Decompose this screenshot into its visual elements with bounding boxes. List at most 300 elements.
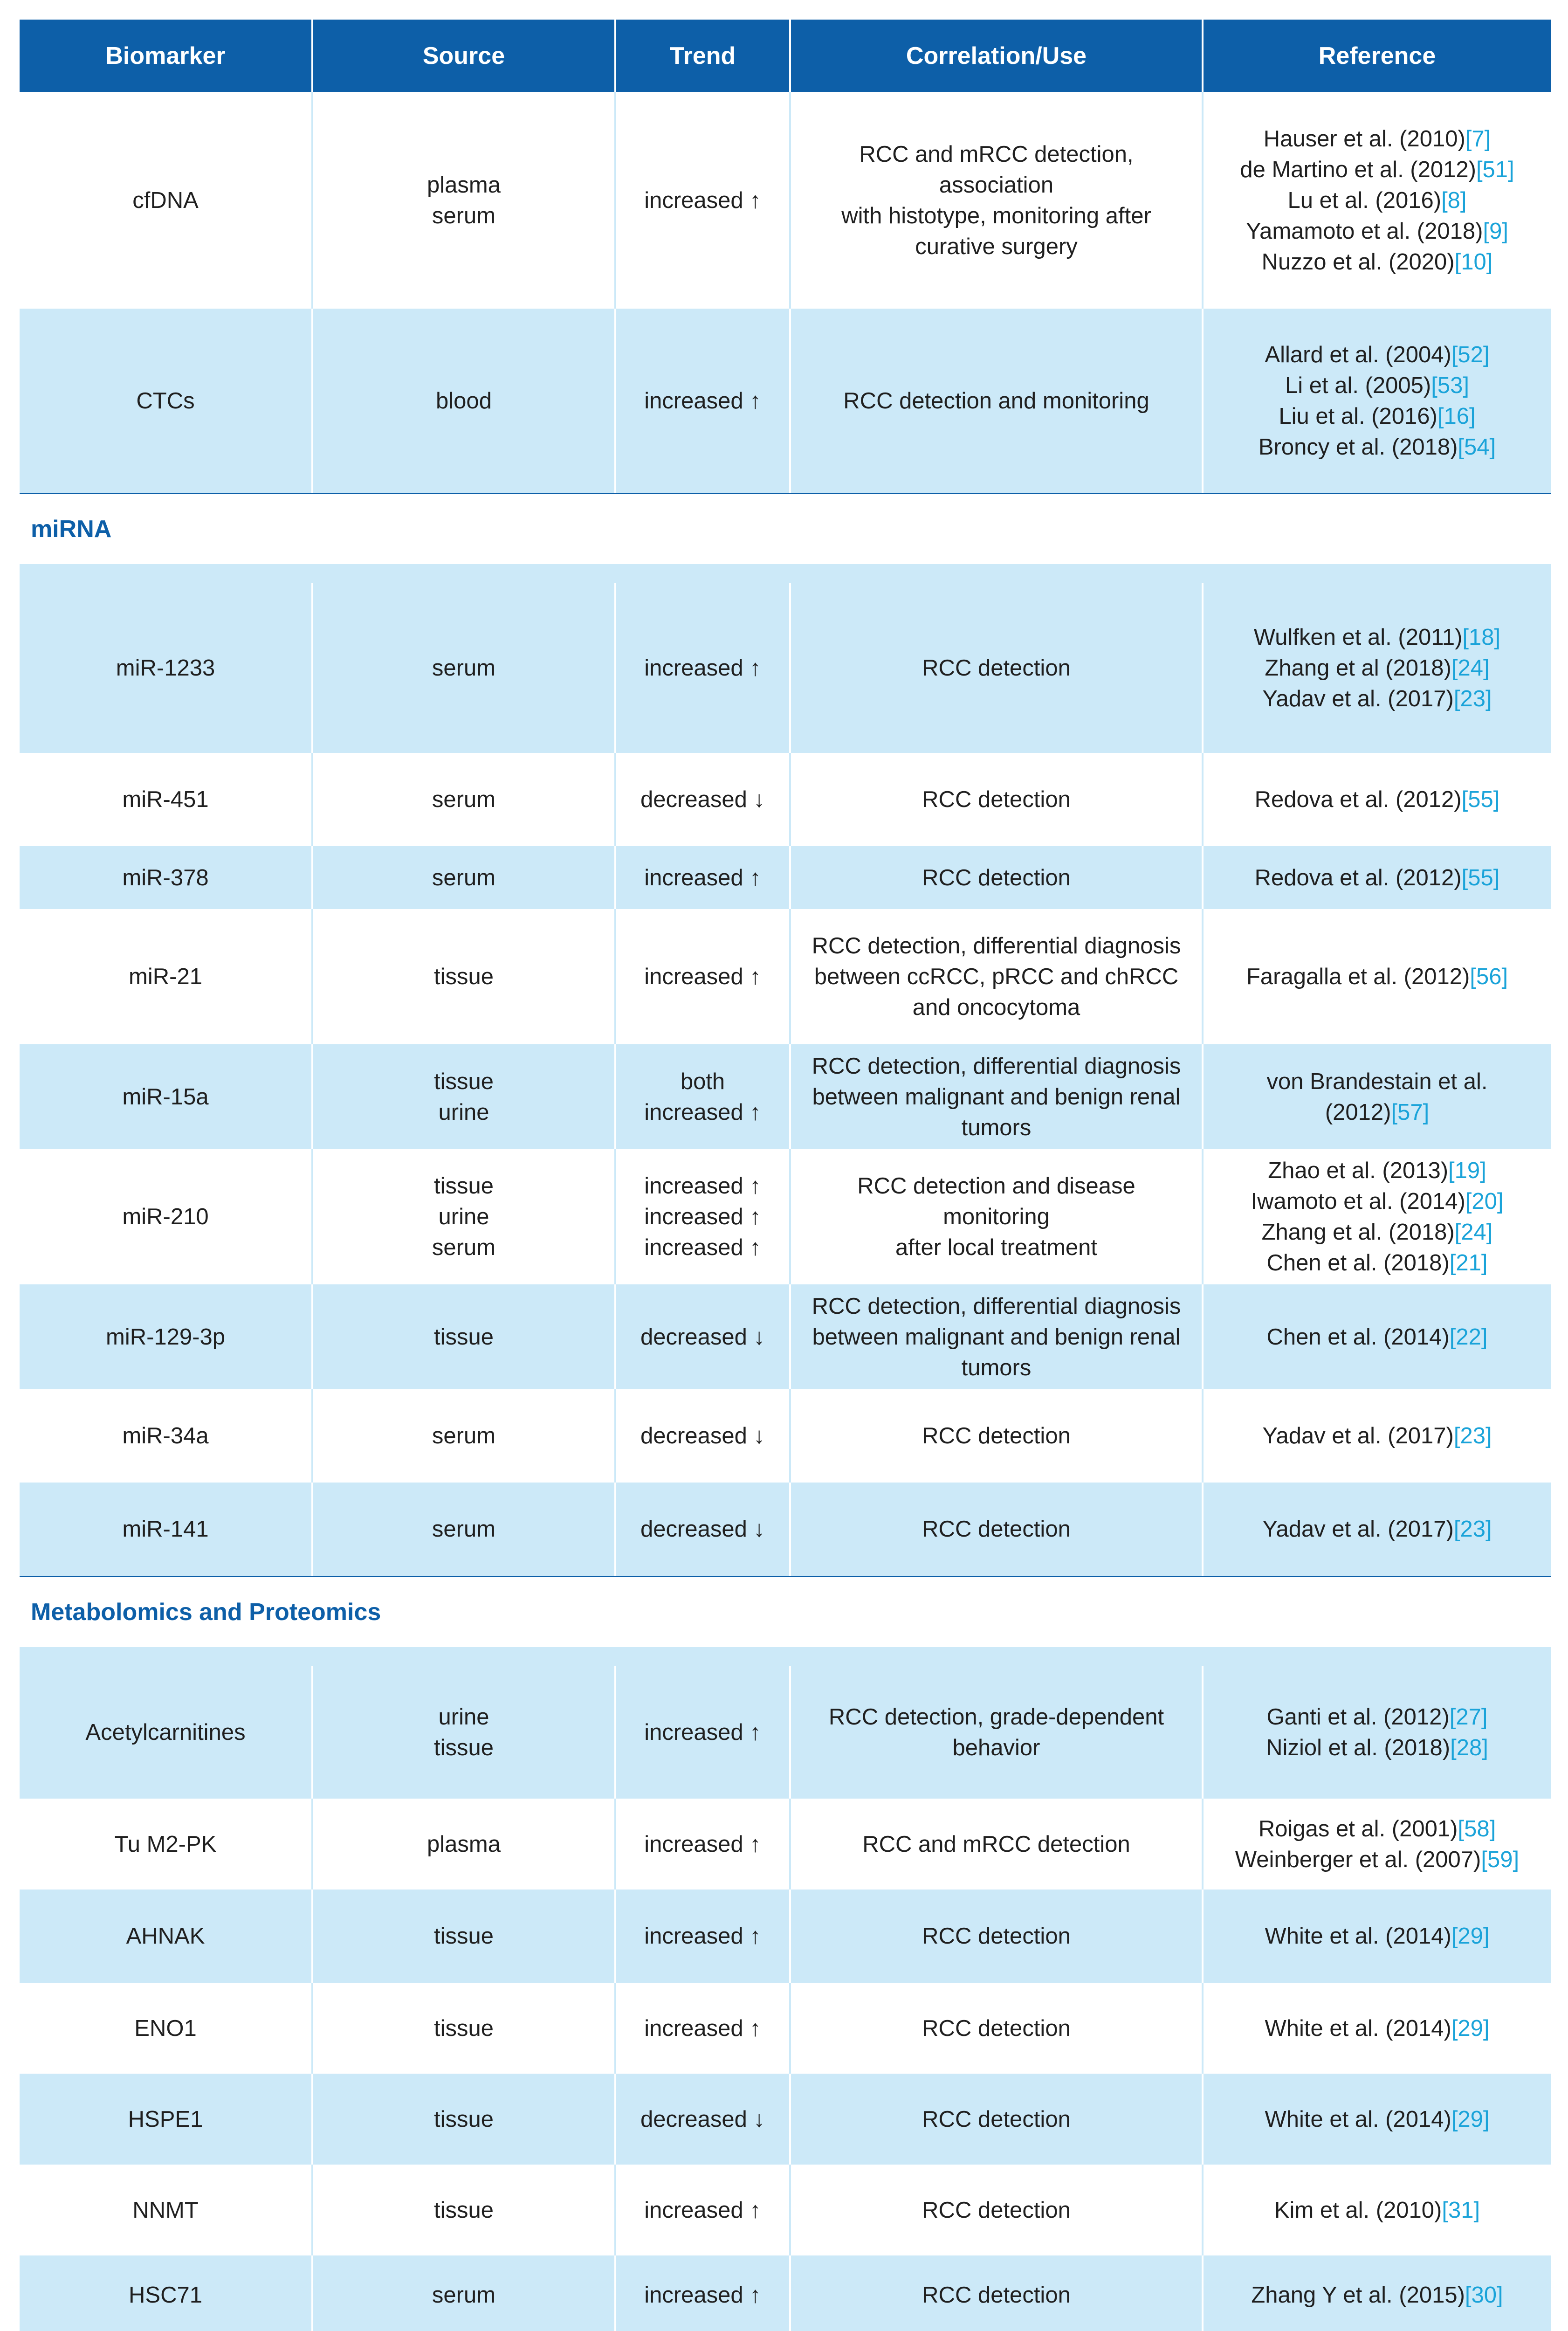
table-row (20, 2165, 1551, 2255)
trend-line: increased ↑ (644, 187, 761, 213)
trend-line: increased ↑ (644, 1099, 761, 1125)
reference-line (1264, 124, 1491, 154)
use-line: after local treatment (895, 1235, 1098, 1260)
source-line: plasma (427, 172, 501, 198)
table-row (20, 909, 1551, 1044)
table-header (20, 20, 1551, 92)
trend-line: increased ↑ (644, 1831, 761, 1857)
trend-line: both (680, 1069, 725, 1094)
table-row (20, 753, 1551, 846)
citation-link[interactable]: [29] (1451, 1924, 1490, 1949)
source-line: tissue (433, 1069, 494, 1094)
source-cell (313, 2255, 616, 2331)
biomarker-name: Acetylcarnitines (85, 1719, 246, 1745)
source-cell (313, 909, 616, 1044)
reference-line (1287, 185, 1466, 216)
citation-link[interactable]: [56] (1470, 964, 1508, 989)
reference-cell (1204, 583, 1551, 753)
trend-cell (616, 309, 791, 493)
trend-cell (616, 909, 791, 1044)
trend-line: decreased ↓ (640, 1517, 765, 1542)
reference-line (1285, 370, 1469, 401)
source-line: blood (436, 388, 492, 414)
reference-author: Weinberger et al. (2007) (1235, 1847, 1481, 1872)
citation-link[interactable]: [22] (1449, 1324, 1488, 1350)
source-line: tissue (433, 1735, 494, 1760)
table-row (20, 1983, 1551, 2074)
reference-line (1262, 1514, 1492, 1545)
reference-author: Ganti et al. (2012) (1266, 1704, 1450, 1730)
table-row (20, 583, 1551, 753)
reference-author: Lu et al. (2016) (1287, 187, 1442, 213)
biomarker-name: ENO1 (134, 2015, 197, 2041)
group-metabolomics (20, 1647, 1551, 2331)
reference-line (1279, 401, 1475, 432)
biomarker-name: miR-15a (122, 1084, 209, 1110)
reference-cell (1204, 1284, 1551, 1389)
header-reference: Reference (1318, 42, 1436, 69)
trend-cell (616, 1149, 791, 1284)
reference-author: Broncy et al. (2018) (1258, 434, 1458, 460)
biomarker-name: miR-1233 (116, 655, 215, 681)
reference-line (1274, 2195, 1480, 2226)
reference-line (1262, 683, 1492, 714)
trend-line: increased ↑ (644, 2197, 761, 2223)
reference-cell (1204, 753, 1551, 846)
reference-cell (1204, 1483, 1551, 1576)
table-row (20, 92, 1551, 309)
trend-line: decreased ↓ (640, 787, 765, 812)
citation-link[interactable]: [54] (1458, 434, 1496, 460)
reference-author: White et al. (2014) (1265, 2015, 1451, 2041)
table-row (20, 1149, 1551, 1284)
reference-cell (1204, 309, 1551, 493)
trend-line: increased ↑ (644, 2283, 761, 2308)
biomarker-name: NNMT (132, 2197, 199, 2223)
biomarker-cell (20, 1284, 313, 1389)
use-cell (791, 846, 1204, 909)
trend-cell (616, 2255, 791, 2331)
reference-author: Zhang et al. (2018) (1261, 1220, 1455, 1245)
use-line: between malignant and benign renal (812, 1084, 1181, 1110)
citation-link[interactable]: [58] (1458, 1816, 1496, 1841)
trend-line: increased ↑ (644, 2015, 761, 2041)
use-line: behavior (952, 1735, 1040, 1760)
reference-cell (1204, 2165, 1551, 2255)
biomarker-name: HSC71 (129, 2283, 202, 2308)
reference-author: Chen et al. (2018) (1266, 1250, 1450, 1276)
citation-link[interactable]: [55] (1461, 787, 1500, 812)
source-cell (313, 1983, 616, 2074)
reference-author: Redova et al. (2012) (1254, 865, 1462, 890)
reference-line (1267, 1322, 1488, 1352)
table-row (20, 1666, 1551, 1799)
biomarker-cell (20, 1483, 313, 1576)
trend-cell (616, 1890, 791, 1983)
biomarker-name: Tu M2-PK (114, 1831, 217, 1857)
reference-author: de Martino et al. (2012) (1240, 157, 1476, 182)
source-cell (313, 1483, 616, 1576)
source-line: tissue (433, 2106, 494, 2132)
source-line: tissue (433, 1324, 494, 1350)
biomarker-cell (20, 583, 313, 753)
trend-line: increased ↑ (644, 1235, 761, 1260)
biomarker-cell (20, 846, 313, 909)
use-cell (791, 1389, 1204, 1483)
use-line: RCC detection (922, 2106, 1071, 2132)
citation-link[interactable]: [55] (1461, 865, 1500, 890)
reference-cell (1204, 846, 1551, 909)
reference-cell (1204, 2074, 1551, 2165)
source-line: urine (438, 1704, 489, 1730)
source-line: tissue (433, 2015, 494, 2041)
biomarker-cell (20, 1149, 313, 1284)
reference-author: Yadav et al. (2017) (1262, 686, 1454, 711)
trend-cell (616, 1044, 791, 1149)
use-cell (791, 92, 1204, 309)
trend-cell (616, 1483, 791, 1576)
use-line: between ccRCC, pRCC and chRCC (814, 964, 1179, 989)
citation-link[interactable]: [53] (1431, 372, 1469, 398)
citation-link[interactable]: [18] (1462, 624, 1501, 650)
reference-line (1255, 862, 1500, 893)
reference-author: Liu et al. (2016) (1279, 403, 1437, 429)
reference-author: Yadav et al. (2017) (1262, 1423, 1454, 1448)
biomarker-cell (20, 1890, 313, 1983)
use-line: RCC and mRCC detection, association (859, 141, 1134, 198)
citation-link[interactable]: [24] (1454, 1220, 1493, 1245)
source-cell (313, 1149, 616, 1284)
use-line: and oncocytoma (912, 995, 1080, 1020)
header-correlation-use: Correlation/Use (791, 20, 1204, 92)
trend-line: decreased ↓ (640, 2106, 765, 2132)
source-line: serum (432, 787, 496, 812)
trend-line: increased ↑ (644, 964, 761, 989)
reference-line (1259, 432, 1496, 462)
use-cell (791, 1149, 1204, 1284)
trend-cell (616, 2165, 791, 2255)
citation-link[interactable]: [8] (1441, 187, 1467, 213)
reference-line (1267, 1248, 1488, 1278)
use-line: between malignant and benign renal (812, 1324, 1181, 1350)
biomarker-cell (20, 1389, 313, 1483)
reference-cell (1204, 1149, 1551, 1284)
use-cell (791, 909, 1204, 1044)
use-line: RCC detection (922, 655, 1071, 681)
source-line: tissue (433, 1173, 494, 1199)
biomarker-cell (20, 2165, 313, 2255)
citation-link[interactable]: [59] (1481, 1847, 1520, 1872)
use-cell (791, 1483, 1204, 1576)
reference-author: Nuzzo et al. (2020) (1261, 249, 1455, 275)
citation-link[interactable]: [7] (1465, 126, 1491, 152)
source-line: plasma (427, 1831, 501, 1857)
reference-author: Zhang et al (2018) (1265, 655, 1451, 681)
use-cell (791, 753, 1204, 846)
citation-link[interactable]: [29] (1451, 2015, 1490, 2041)
use-line: RCC detection, grade-dependent (828, 1704, 1164, 1730)
biomarker-cell (20, 753, 313, 846)
reference-line (1265, 2104, 1489, 2135)
trend-line: increased ↑ (644, 1204, 761, 1229)
biomarker-cell (20, 909, 313, 1044)
citation-link[interactable]: [52] (1451, 342, 1490, 367)
citation-link[interactable]: [20] (1465, 1189, 1504, 1214)
citation-link[interactable]: [51] (1476, 157, 1514, 182)
reference-author: Wulfken et al. (2011) (1253, 624, 1463, 650)
citation-link[interactable]: [28] (1450, 1735, 1488, 1760)
reference-line (1259, 1814, 1496, 1844)
biomarker-name: miR-378 (122, 865, 209, 890)
use-cell (791, 1983, 1204, 2074)
use-cell (791, 2074, 1204, 2165)
source-cell (313, 583, 616, 753)
trend-cell (616, 753, 791, 846)
reference-line (1265, 653, 1489, 683)
biomarker-cell (20, 2074, 313, 2165)
source-line: serum (432, 203, 496, 228)
biomarker-name: miR-34a (122, 1423, 209, 1448)
reference-line (1262, 247, 1493, 277)
source-cell (313, 1044, 616, 1149)
table-row (20, 1284, 1551, 1389)
use-line: RCC detection (922, 2283, 1071, 2308)
citation-link[interactable]: [30] (1465, 2283, 1503, 2308)
biomarker-cell (20, 1983, 313, 2074)
reference-cell (1204, 1044, 1551, 1149)
trend-cell (616, 2074, 791, 2165)
trend-line: increased ↑ (644, 1719, 761, 1745)
use-line: RCC detection (922, 1423, 1071, 1448)
citation-link[interactable]: [16] (1437, 403, 1476, 429)
biomarker-cell (20, 309, 313, 493)
source-cell (313, 309, 616, 493)
citation-link[interactable]: [29] (1451, 2106, 1490, 2132)
source-line: serum (432, 1517, 496, 1542)
table-row (20, 1389, 1551, 1483)
trend-cell (616, 846, 791, 909)
reference-line (1262, 1421, 1492, 1451)
trend-cell (616, 1799, 791, 1890)
reference-author: Li et al. (2005) (1285, 372, 1431, 398)
reference-author: Faragalla et al. (2012) (1246, 964, 1470, 989)
group-mirna (20, 564, 1551, 1576)
reference-author: White et al. (2014) (1265, 1924, 1451, 1949)
biomarker-name: HSPE1 (128, 2106, 203, 2132)
use-line: with histotype, monitoring after (841, 203, 1151, 228)
row-spacer (20, 1647, 1551, 1666)
reference-cell (1204, 1389, 1551, 1483)
use-cell (791, 1799, 1204, 1890)
reference-line (1267, 1702, 1488, 1732)
reference-cell (1204, 909, 1551, 1044)
trend-cell (616, 1389, 791, 1483)
reference-line (1265, 1921, 1489, 1952)
use-line: RCC detection and disease monitoring (857, 1173, 1135, 1229)
use-cell (791, 1890, 1204, 1983)
reference-line (1251, 1186, 1503, 1217)
reference-line (1265, 2013, 1489, 2044)
use-line: RCC detection, differential diagnosis (812, 933, 1181, 959)
section-heading-mirna: miRNA (20, 493, 1551, 564)
trend-cell (616, 1284, 791, 1389)
reference-cell (1204, 1666, 1551, 1799)
reference-line (1325, 1097, 1429, 1128)
use-line: curative surgery (915, 234, 1078, 259)
citation-link[interactable]: [10] (1454, 249, 1493, 275)
biomarker-name: AHNAK (126, 1924, 205, 1949)
reference-author: Hauser et al. (2010) (1263, 126, 1465, 152)
biomarker-name: CTCs (136, 388, 195, 414)
reference-line (1268, 1155, 1486, 1186)
reference-author: Zhao et al. (2013) (1268, 1158, 1449, 1183)
biomarker-name: miR-129-3p (106, 1324, 225, 1350)
use-cell (791, 309, 1204, 493)
citation-link[interactable]: [57] (1391, 1099, 1430, 1125)
reference-cell (1204, 1983, 1551, 2074)
reference-line (1240, 154, 1514, 185)
use-cell (791, 1044, 1204, 1149)
use-line: RCC detection (922, 1924, 1071, 1949)
section-heading-metabolomics: Metabolomics and Proteomics (20, 1576, 1551, 1647)
trend-line: decreased ↓ (640, 1423, 765, 1448)
source-line: tissue (433, 1924, 494, 1949)
use-line: RCC detection and monitoring (843, 388, 1149, 414)
table-row (20, 2074, 1551, 2165)
reference-author: Yadav et al. (2017) (1262, 1517, 1454, 1542)
citation-link[interactable]: [23] (1453, 686, 1492, 711)
use-line: RCC detection (922, 2015, 1071, 2041)
trend-line: increased ↑ (644, 1924, 761, 1949)
use-line: tumors (961, 1355, 1032, 1380)
biomarker-cell (20, 1799, 313, 1890)
group-circulating (20, 92, 1551, 493)
use-cell (791, 2165, 1204, 2255)
use-cell (791, 1666, 1204, 1799)
reference-author: Zhang Y et al. (2015) (1251, 2283, 1465, 2308)
citation-link[interactable]: [23] (1453, 1423, 1492, 1448)
source-line: urine (438, 1204, 489, 1229)
reference-cell (1204, 1799, 1551, 1890)
table-row (20, 2255, 1551, 2331)
citation-link[interactable]: [31] (1442, 2197, 1480, 2223)
use-cell (791, 1284, 1204, 1389)
source-line: serum (432, 655, 496, 681)
reference-line (1254, 622, 1500, 653)
reference-author: Niziol et al. (2018) (1266, 1735, 1451, 1760)
citation-link[interactable]: [24] (1451, 655, 1490, 681)
reference-cell (1204, 2255, 1551, 2331)
biomarker-cell (20, 1044, 313, 1149)
biomarker-cell (20, 1666, 313, 1799)
source-cell (313, 2165, 616, 2255)
reference-author: Allard et al. (2004) (1265, 342, 1451, 367)
trend-cell (616, 1983, 791, 2074)
source-line: tissue (433, 964, 494, 989)
source-cell (313, 753, 616, 846)
source-line: serum (432, 2283, 496, 2308)
source-cell (313, 92, 616, 309)
table-row (20, 846, 1551, 909)
reference-author: von Brandestain et al. (1266, 1069, 1488, 1094)
reference-line (1255, 784, 1500, 815)
biomarker-cell (20, 2255, 313, 2331)
source-cell (313, 1890, 616, 1983)
source-cell (313, 2074, 616, 2165)
biomarker-table (20, 20, 1551, 2331)
biomarker-name: miR-210 (122, 1204, 209, 1229)
trend-line: increased ↑ (644, 1173, 761, 1199)
reference-line (1266, 1732, 1488, 1763)
reference-cell (1204, 92, 1551, 309)
source-cell (313, 1284, 616, 1389)
citation-link[interactable]: [27] (1449, 1704, 1488, 1730)
biomarker-name: miR-141 (122, 1517, 209, 1542)
biomarker-cell (20, 92, 313, 309)
biomarker-name: cfDNA (132, 187, 199, 213)
row-spacer (20, 564, 1551, 583)
trend-line: decreased ↓ (640, 1324, 765, 1350)
table-row (20, 1044, 1551, 1149)
source-cell (313, 1799, 616, 1890)
biomarker-name: miR-21 (129, 964, 202, 989)
reference-author: Redova et al. (2012) (1254, 787, 1462, 812)
header-biomarker: Biomarker (20, 20, 313, 92)
reference-author: White et al. (2014) (1265, 2106, 1451, 2132)
trend-line: increased ↑ (644, 865, 761, 890)
source-cell (313, 1666, 616, 1799)
use-line: RCC and mRCC detection (862, 1831, 1130, 1857)
reference-cell (1204, 1890, 1551, 1983)
reference-author: (2012) (1325, 1099, 1391, 1125)
use-line: RCC detection (922, 1517, 1071, 1542)
reference-line (1251, 2280, 1503, 2310)
reference-line (1235, 1844, 1519, 1875)
reference-author: Iwamoto et al. (2014) (1251, 1189, 1465, 1214)
trend-cell (616, 583, 791, 753)
use-cell (791, 583, 1204, 753)
source-cell (313, 1389, 616, 1483)
table-row (20, 1890, 1551, 1983)
header-source: Source (313, 20, 616, 92)
trend-line: increased ↑ (644, 655, 761, 681)
source-line: serum (432, 1235, 496, 1260)
citation-link[interactable]: [19] (1448, 1158, 1486, 1183)
source-cell (313, 846, 616, 909)
reference-line (1246, 961, 1508, 992)
trend-cell (616, 1666, 791, 1799)
source-line: tissue (433, 2197, 494, 2223)
source-line: serum (432, 1423, 496, 1448)
reference-author: Chen et al. (2014) (1266, 1324, 1450, 1350)
citation-link[interactable]: [21] (1449, 1250, 1488, 1276)
trend-line: increased ↑ (644, 388, 761, 414)
citation-link[interactable]: [9] (1483, 218, 1508, 244)
source-line: serum (432, 865, 496, 890)
reference-author: Kim et al. (2010) (1274, 2197, 1442, 2223)
source-line: urine (438, 1099, 489, 1125)
header-trend: Trend (616, 20, 791, 92)
use-line: tumors (961, 1115, 1032, 1140)
citation-link[interactable]: [23] (1453, 1517, 1492, 1542)
use-cell (791, 2255, 1204, 2331)
reference-line (1262, 1217, 1493, 1248)
use-line: RCC detection, differential diagnosis (812, 1293, 1181, 1319)
table-row (20, 1483, 1551, 1576)
use-line: RCC detection (922, 865, 1071, 890)
use-line: RCC detection (922, 2197, 1071, 2223)
table-row (20, 309, 1551, 493)
